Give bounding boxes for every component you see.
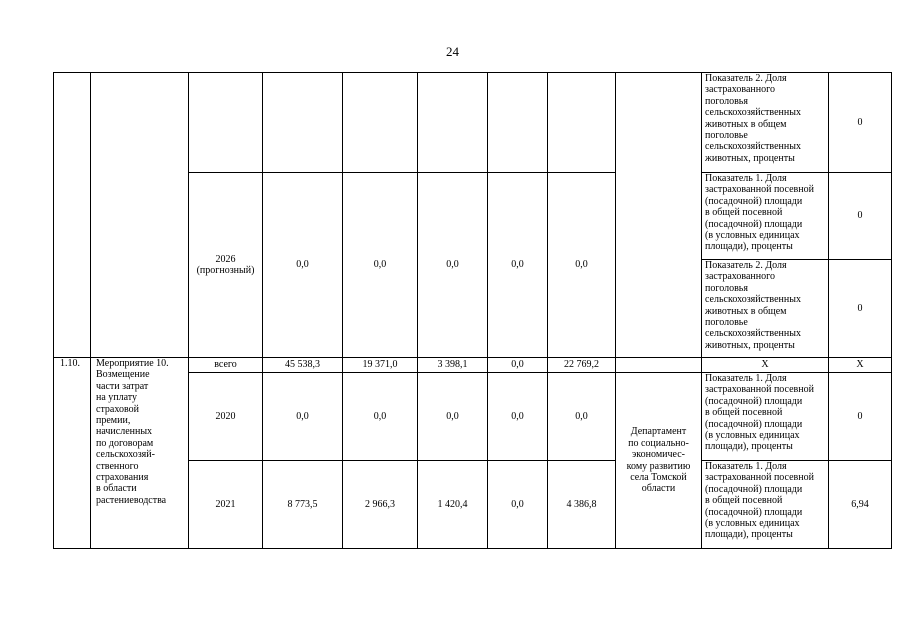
table-row: [54, 73, 892, 173]
value-cell: 0,0: [263, 173, 343, 358]
value-cell: 0,0: [418, 173, 488, 358]
value-cell: 8 773,5: [263, 461, 343, 549]
indicator-value-cell: 0: [829, 260, 892, 358]
period-cell: 2026 (прогнозный): [189, 173, 263, 358]
value-cell: 4 386,8: [548, 461, 616, 549]
table-row: [54, 358, 892, 373]
indicator-cell: Показатель 1. Доля застрахованной посевной (посадочной) площади в общей посевной (посадочной) площади (в условных единицах площади), проценты: [702, 173, 829, 260]
value-cell: 0,0: [488, 373, 548, 461]
value-cell: 22 769,2: [548, 358, 616, 373]
executor-cell: [616, 73, 702, 358]
value-cell: [343, 73, 418, 173]
period-cell: 2021: [189, 461, 263, 549]
value-cell: 0,0: [418, 373, 488, 461]
program-table: [53, 72, 892, 549]
row-number-cell: [54, 73, 91, 358]
period-cell: всего: [189, 358, 263, 373]
value-cell: 0,0: [263, 373, 343, 461]
value-cell: 0,0: [548, 173, 616, 358]
value-cell: 3 398,1: [418, 358, 488, 373]
indicator-cell: Показатель 2. Доля застрахованного поголовья сельскохозяйственных животных в общем поголовье сельскохозяйственных животных, проценты: [702, 260, 829, 358]
event-name-cell: Мероприятие 10. Возмещение части затрат на уплату страховой премии, начисленных по договорам сельскохозяй- ственного страхования в области растениеводства: [91, 358, 189, 549]
period-cell: 2020: [189, 373, 263, 461]
value-cell: [263, 73, 343, 173]
indicator-cell: X: [702, 358, 829, 373]
row-number-cell: 1.10.: [54, 358, 91, 549]
indicator-cell: Показатель 1. Доля застрахованной посевной (посадочной) площади в общей посевной (посадочной) площади (в условных единицах площади), проценты: [702, 461, 829, 549]
indicator-cell: Показатель 2. Доля застрахованного поголовья сельскохозяйственных животных в общем поголовье сельскохозяйственных животных, проценты: [702, 73, 829, 173]
value-cell: 0,0: [343, 173, 418, 358]
period-cell: [189, 73, 263, 173]
value-cell: 1 420,4: [418, 461, 488, 549]
value-cell: 0,0: [343, 373, 418, 461]
indicator-value-cell: 0: [829, 73, 892, 173]
value-cell: [488, 73, 548, 173]
value-cell: [418, 73, 488, 173]
value-cell: 45 538,3: [263, 358, 343, 373]
executor-cell: Департамент по социально- экономичес- кому развитию села Томской области: [616, 373, 702, 549]
indicator-value-cell: X: [829, 358, 892, 373]
indicator-value-cell: 0: [829, 173, 892, 260]
value-cell: 0,0: [548, 373, 616, 461]
executor-cell-empty: [616, 358, 702, 373]
value-cell: 2 966,3: [343, 461, 418, 549]
value-cell: [548, 73, 616, 173]
value-cell: 0,0: [488, 358, 548, 373]
indicator-value-cell: 6,94: [829, 461, 892, 549]
indicator-cell: Показатель 1. Доля застрахованной посевной (посадочной) площади в общей посевной (посадочной) площади (в условных единицах площади), проценты: [702, 373, 829, 461]
event-name-cell: [91, 73, 189, 358]
value-cell: 0,0: [488, 173, 548, 358]
indicator-value-cell: 0: [829, 373, 892, 461]
value-cell: 19 371,0: [343, 358, 418, 373]
page-number: 24: [446, 44, 459, 59]
value-cell: 0,0: [488, 461, 548, 549]
